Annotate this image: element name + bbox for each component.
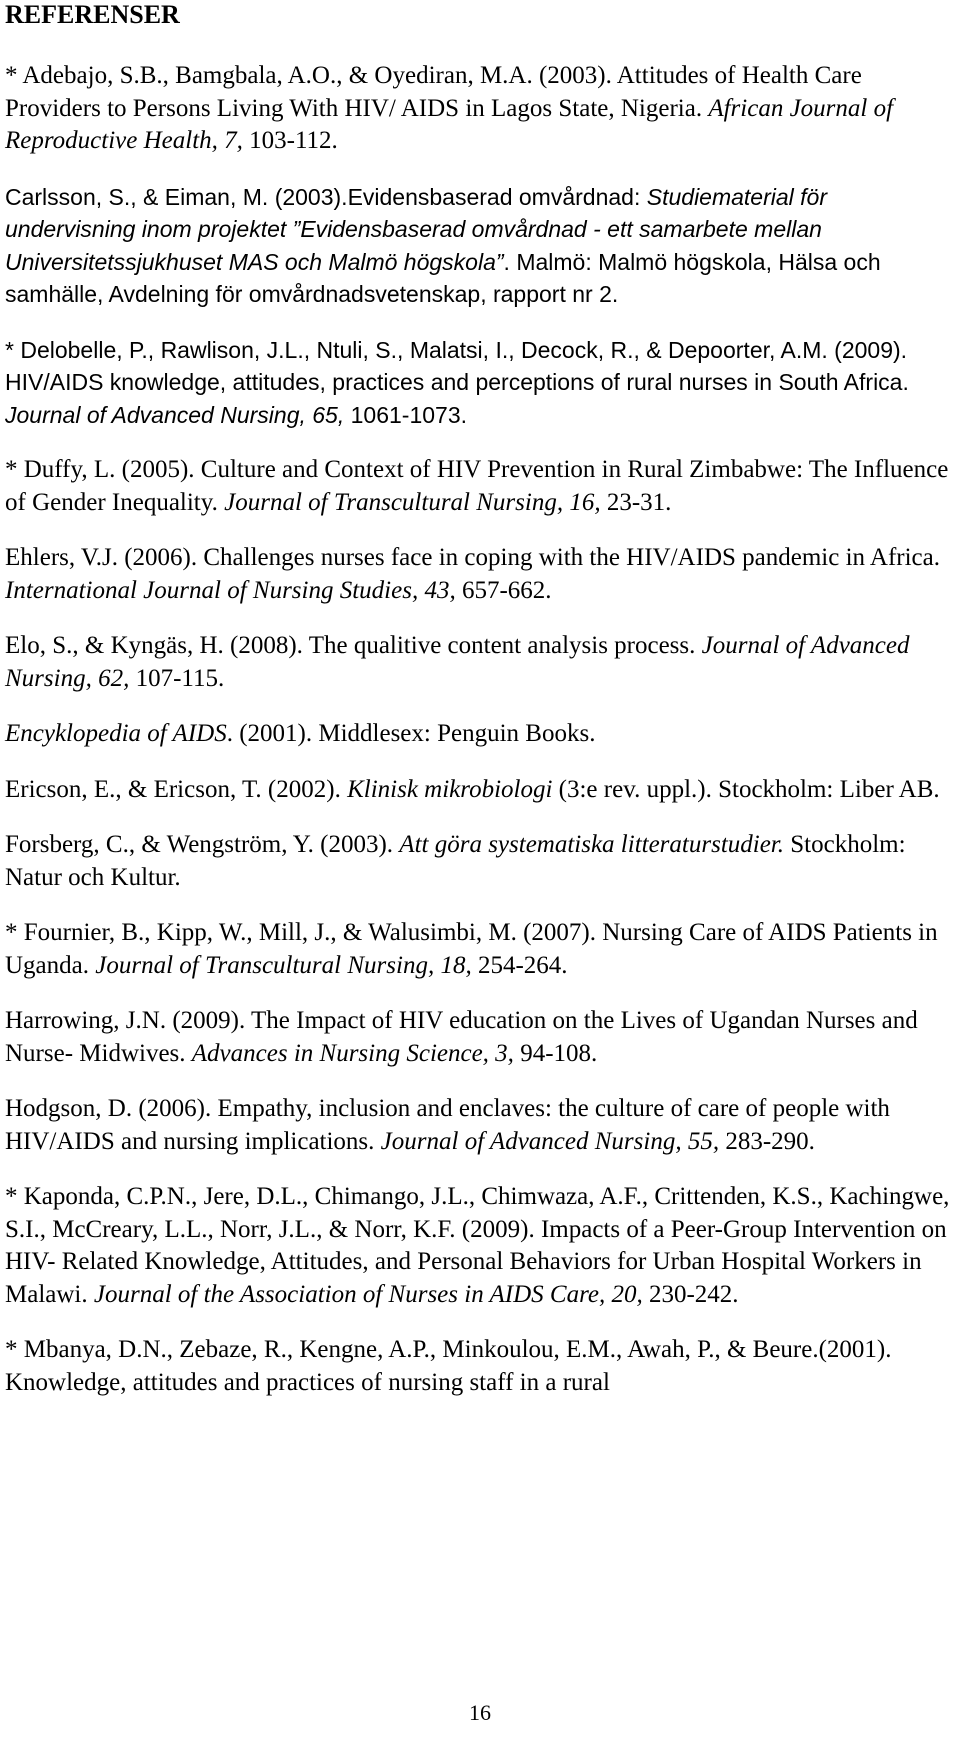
reference-italic-text: Advances in Nursing Science, 3, (191, 1039, 514, 1067)
reference-entry (5, 917, 955, 982)
reference-entry (5, 829, 955, 894)
reference-text: * Fournier, B., Kipp, W., Mill, J., & Walusimbi, M. (2007). Nursing Care of AIDS Patients in Uganda. (5, 919, 938, 979)
reference-text: 107-115. (129, 664, 225, 692)
reference-text: Forsberg, C., & Wengström, Y. (2003). (5, 831, 400, 858)
reference-entry (5, 774, 955, 807)
page-heading: REFERENSER (5, 0, 180, 29)
reference-text: Ehlers, V.J. (2006). Challenges nurses face in coping with the HIV/AIDS pandemic in Africa. (5, 544, 940, 571)
reference-entry (5, 60, 955, 158)
reference-italic-text: African Journal of Reproductive Health, 7, (5, 94, 894, 154)
reference-entry (5, 630, 955, 695)
reference-text: Hodgson, D. (2006). Empathy, inclusion and enclaves: the culture of care of people with HIV/AIDS and nursing implications. (5, 1095, 890, 1155)
reference-italic-text: Att göra systematiska litteraturstudier. (399, 831, 785, 858)
reference-italic-text: Studiematerial för undervisning inom projektet ”Evidensbaserad omvårdnad - ett samarbete mellan Universitetssjukhuset MAS och Malmö högskola” (5, 183, 827, 275)
reference-entry (5, 542, 955, 607)
document-page (5, 0, 955, 1422)
reference-entry (5, 1093, 955, 1158)
reference-italic-text: Journal of the Association of Nurses in AIDS Care, 20, (93, 1280, 643, 1308)
reference-italic-text: Klinisk mikrobiologi (347, 775, 553, 803)
reference-italic-text: Encyklopedia of AIDS (5, 720, 227, 747)
reference-text: Harrowing, J.N. (2009). The Impact of HIV education on the Lives of Ugandan Nurses and Nurse- Midwives. (5, 1007, 918, 1067)
reference-text: (3:e rev. uppl.). Stockholm: Liber AB. (552, 775, 940, 803)
reference-text: Elo, S., & Kyngäs, H. (2008). The qualitive content analysis process. (5, 632, 702, 659)
reference-entry (5, 454, 955, 519)
reference-italic-text: Journal of Advanced Nursing, 62, (5, 632, 910, 692)
reference-italic-text: Journal of Advanced Nursing, 65, (5, 401, 345, 428)
reference-text: Ericson, E., & Ericson, T. (2002). (5, 775, 348, 803)
reference-text: Stockholm: Natur och Kultur. (5, 831, 906, 891)
reference-entry (5, 718, 955, 751)
reference-text: 23-31. (600, 488, 672, 516)
reference-text: 1061-1073. (344, 401, 468, 428)
reference-italic-text: Journal of Transcultural Nursing, 16, (224, 488, 601, 516)
page-number: 16 (469, 1700, 491, 1725)
reference-text: Carlsson, S., & Eiman, M. (2003).Evidensbaserad omvårdnad: (5, 183, 647, 210)
reference-list (5, 60, 955, 1399)
reference-text: * Delobelle, P., Rawlison, J.L., Ntuli, S., Malatsi, I., Decock, R., & Depoorter, A.M. (2009). HIV/AIDS knowledge, attitudes, practices and perceptions of rural nurses in South Africa. (5, 336, 909, 395)
reference-text: . (2001). Middlesex: Penguin Books. (226, 720, 596, 747)
reference-text: * Adebajo, S.B., Bamgbala, A.O., & Oyediran, M.A. (2003). Attitudes of Health Care Providers to Persons Living With HIV/ AIDS in Lagos State, Nigeria. (5, 62, 862, 122)
reference-entry (5, 334, 955, 432)
reference-text: . Malmö: Malmö högskola, Hälsa och samhälle, Avdelning för omvårdnadsvetenskap, rapport nr 2. (5, 248, 881, 307)
reference-text: 657-662. (455, 576, 552, 604)
reference-entry (5, 1005, 955, 1070)
reference-entry (5, 181, 955, 311)
reference-italic-text: Journal of Transcultural Nursing, 18, (95, 951, 472, 979)
reference-text: 103-112. (242, 127, 338, 154)
reference-italic-text: International Journal of Nursing Studies, 43, (5, 576, 456, 604)
reference-italic-text: Journal of Advanced Nursing, 55, (380, 1127, 720, 1155)
reference-text: * Duffy, L. (2005). Culture and Context of HIV Prevention in Rural Zimbabwe: The Influence of Gender Inequality. (5, 456, 949, 516)
reference-text: 230-242. (642, 1280, 739, 1308)
reference-entry (5, 1181, 955, 1311)
reference-text: * Kaponda, C.P.N., Jere, D.L., Chimango, J.L., Chimwaza, A.F., Crittenden, K.S., Kachingwe, S.I., McCreary, L.L., Norr, J.L., & Norr, K.F. (2009). Impacts of a Peer-Group Intervention on HIV- Related Knowledge, Attitudes, and Personal Behaviors for Urban Hospital Workers in Malawi. (5, 1183, 950, 1308)
reference-entry (5, 1334, 955, 1399)
reference-text: 94-108. (513, 1039, 598, 1067)
reference-text: 254-264. (471, 951, 568, 979)
reference-text: 283-290. (719, 1127, 815, 1155)
reference-text: * Mbanya, D.N., Zebaze, R., Kengne, A.P., Minkoulou, E.M., Awah, P., & Beure.(2001). Knowledge, attitudes and practices of nursing staff in a rural (5, 1336, 892, 1396)
